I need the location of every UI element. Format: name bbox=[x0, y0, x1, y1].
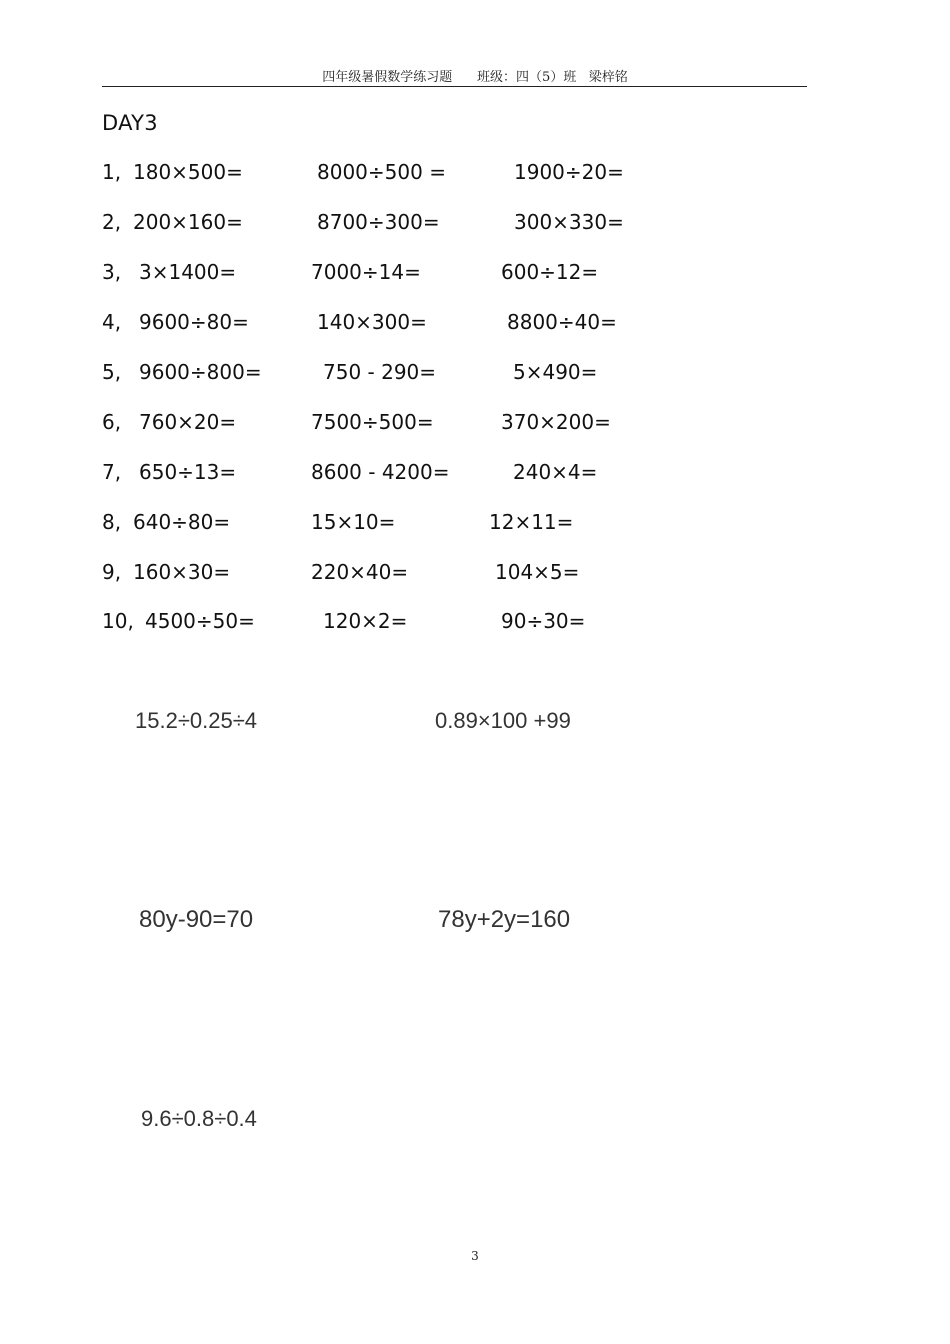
problem-b: 8000÷500 = bbox=[317, 160, 446, 184]
problem-c: 12×11= bbox=[489, 510, 574, 534]
problem-number: 4, bbox=[102, 310, 122, 334]
page-number: 3 bbox=[471, 1249, 479, 1263]
problem-c: 300×330= bbox=[514, 210, 624, 234]
problem-number: 7, bbox=[102, 460, 122, 484]
problem-b: 8600 - 4200= bbox=[311, 460, 450, 484]
equation-problem: 78y+2y=160 bbox=[438, 906, 571, 933]
problem-row bbox=[0, 410, 950, 440]
problem-a: 9600÷800= bbox=[139, 360, 262, 384]
problem-a: 200×160= bbox=[133, 210, 243, 234]
problem-row bbox=[0, 360, 950, 390]
problem-c: 104×5= bbox=[495, 560, 580, 584]
problem-number: 9, bbox=[102, 560, 122, 584]
problem-number: 6, bbox=[102, 410, 122, 434]
problem-c: 1900÷20= bbox=[514, 160, 624, 184]
problem-row bbox=[0, 460, 950, 490]
problem-row bbox=[0, 310, 950, 340]
problem-b: 8700÷300= bbox=[317, 210, 440, 234]
problem-a: 4500÷50= bbox=[145, 609, 255, 633]
problem-b: 220×40= bbox=[311, 560, 409, 584]
page-header: 四年级暑假数学练习题 班级：四（5）班 梁梓铭 bbox=[322, 70, 628, 85]
problem-c: 90÷30= bbox=[501, 609, 586, 633]
problem-number: 10, bbox=[102, 609, 134, 633]
problem-c: 8800÷40= bbox=[507, 310, 617, 334]
problem-c: 370×200= bbox=[501, 410, 611, 434]
problem-b: 750 - 290= bbox=[323, 360, 437, 384]
problem-b: 7500÷500= bbox=[311, 410, 434, 434]
problem-row bbox=[0, 210, 950, 240]
problem-c: 5×490= bbox=[513, 360, 598, 384]
problem-a: 180×500= bbox=[133, 160, 243, 184]
problem-b: 140×300= bbox=[317, 310, 427, 334]
problem-a: 760×20= bbox=[139, 410, 237, 434]
calculation-problem: 0.89×100 +99 bbox=[435, 708, 571, 733]
problem-number: 2, bbox=[102, 210, 122, 234]
problem-a: 640÷80= bbox=[133, 510, 231, 534]
calculation-problem: 15.2÷0.25÷4 bbox=[135, 708, 258, 733]
problem-c: 600÷12= bbox=[501, 260, 599, 284]
problem-b: 120×2= bbox=[323, 609, 408, 633]
problem-row bbox=[0, 560, 950, 590]
equation-problem: 80y-90=70 bbox=[139, 906, 254, 933]
problem-number: 5, bbox=[102, 360, 122, 384]
problem-number: 8, bbox=[102, 510, 122, 534]
problem-c: 240×4= bbox=[513, 460, 598, 484]
problem-b: 15×10= bbox=[311, 510, 396, 534]
problem-b: 7000÷14= bbox=[311, 260, 421, 284]
day-title: DAY3 bbox=[102, 111, 158, 135]
problem-row bbox=[0, 260, 950, 290]
problem-a: 3×1400= bbox=[139, 260, 237, 284]
problem-number: 1, bbox=[102, 160, 122, 184]
header-rule bbox=[102, 86, 807, 87]
problem-row bbox=[0, 609, 950, 639]
calculation-problem: 9.6÷0.8÷0.4 bbox=[141, 1106, 257, 1131]
problem-a: 9600÷80= bbox=[139, 310, 249, 334]
problem-row bbox=[0, 510, 950, 540]
problem-number: 3, bbox=[102, 260, 122, 284]
problem-a: 160×30= bbox=[133, 560, 231, 584]
problem-a: 650÷13= bbox=[139, 460, 237, 484]
problem-row bbox=[0, 160, 950, 190]
